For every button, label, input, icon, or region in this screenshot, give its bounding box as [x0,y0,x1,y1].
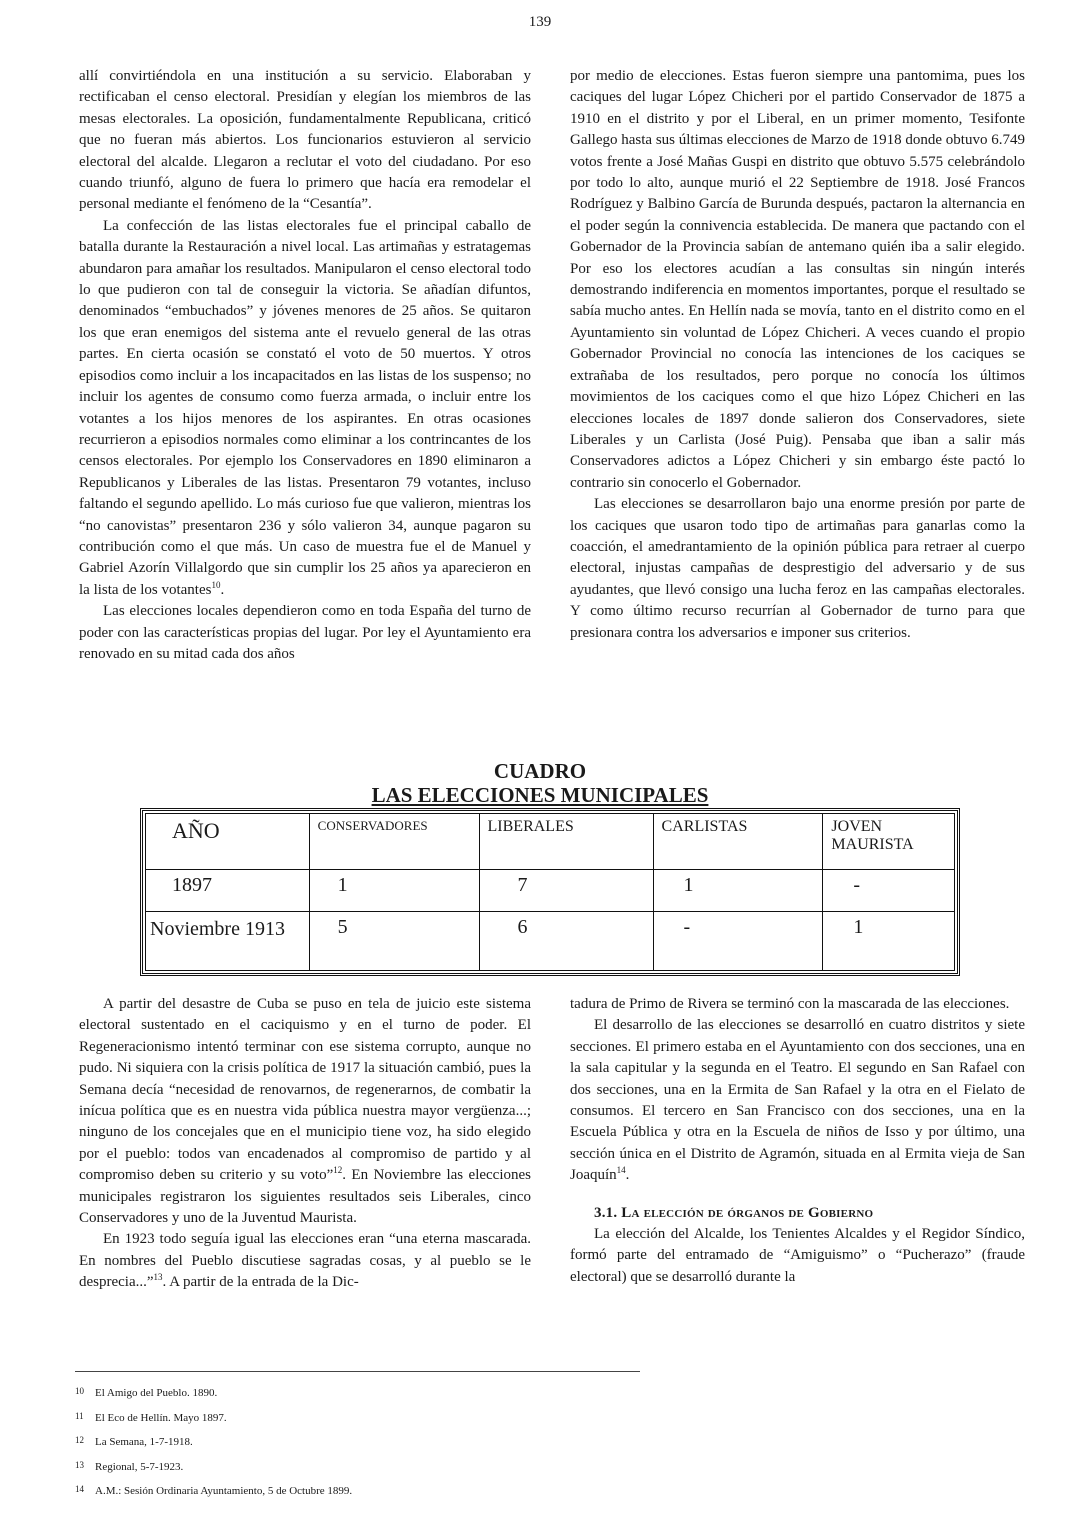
footnotes [75,1380,352,1503]
footnote-ref: 12 [333,1165,343,1176]
cell-joven-maurista: - [823,870,955,912]
footnote-ref: 13 [153,1272,163,1283]
text-column-bottom-left [79,994,531,1294]
footnote: 10 El Amigo del Pueblo. 1890. [75,1386,218,1399]
paragraph: Las elecciones se desarrollaron bajo una enorme presión por parte de los caciques que usaron todo tipo de artimañas para ganarlas como la coacción, el amedrantamiento de la opinión pública para retraer al cuerpo electoral, injustas campañas de desprestigio del adversario y de sus ayudantes, que llevó consigo una lucha feroz en las campañas electorales. Y como último recurso recurrían al Gobernador de turno para que presionara contra los adversarios e imponer sus criterios. [570,496,1025,641]
section-number: 3.1. [594,1204,618,1221]
table-subtitle: LAS ELECCIONES MUNICIPALES [371,783,709,807]
text-column-top-left [79,66,531,665]
cell-conservadores: 1 [309,870,479,912]
footnote-ref: 14 [616,1165,626,1176]
footnote: 12 La Semana, 1-7-1918. [75,1435,193,1448]
paragraph: por medio de elecciones. Estas fueron siempre una pantomima, pues los caciques del lugar López Chicheri por el partido Conservador de 1875 a 1910 en el distrito y por el Liberal, en un primer momento, Tesifonte Gallego hasta sus últimas elecciones de Marzo de 1918 donde obtuvo 6.749 votos frente a José Mañas Guspi en distrito que obtuvo 5.575 celebrándolo por todo lo alto, aunque murió el 22 Septiembre de 1918. José Francos Rodríguez y Balbino García de Burunda después, pactaron la alternancia en el poder según la connivencia establecida. De manera que pactando con el Gobernador de la Provincia sabían de antemano quién iba a salir elegido. Por eso los electores acudían a las consultas sin ningún interés demostrando indiferencia en momentos importantes, porque el resultado se sabía mucho antes. En Hellín nada se movía, tanto en el distrito como en el Ayuntamiento sin voluntad de López Chicheri. A veces cuando el propio Gobernador Provincial no conocía las intenciones de los caciques se extrañaba de los resultados, pero porque no conocía los últimos movimientos de los caciques como el que hizo López Chicheri en las elecciones locales de 1897 donde salieron dos Conservadores, siete Liberales y un Carlista (José Puig). Pensaba que iban a salir más Conservadores adictos a López Chicheri y sin embargo éste pactó lo contrario sin conocerlo el Gobernador. [570,68,1025,491]
section-heading [570,1203,1025,1224]
table-row [146,912,955,971]
table-title: CUADRO [493,759,587,783]
paragraph: A partir del desastre de Cuba se puso en tela de juicio este sistema electoral sustentado en el caciquismo y en el turno de poder. El Regeneracionismo intentó terminar con ese sistema corrupto, aunque no pudo. Ni siquiera con la crisis política de 1917 la situación cambió, pues la Semana decía “necesidad de renovarnos, de regenerarnos, de combatir la inícua política que es en nuestra vida pública nuestra mayor vergüenza...; ninguno de los concejales que en el municipio tiene voz, ha sido elegido por el pueblo: todos van encadenados al compromiso de partido y al compromiso deben su criterio y su voto”$^{12}$. En Noviembre las elecciones municipales registraron los siguientes resultados seis Liberales, cinco Conservadores y uno de la Juventud Maurista. [79,996,532,1227]
paragraph: En 1923 todo seguía igual las elecciones eran “una eterna mascarada. En nombres del Pueblo discutiese sagradas cosas, y al pueblo se le desprecia...”$^{13}$. A partir de la entrada de la Dic- [79,1231,531,1291]
paragraph: Las elecciones locales dependieron como en toda España del turno de poder con las características propias del lugar. Por ley el Ayuntamiento era renovado en su mitad cada dos años [79,603,531,662]
cell-year: 1897 [146,870,310,912]
header-joven-maurista: JOVEN MAURISTA [823,814,955,870]
footnote: 14 A.M.: Sesión Ordinaria Ayuntamiento, 5 de Octubre 1899. [75,1484,353,1497]
text-column-top-right [570,66,1025,644]
cell-carlistas: - [653,912,823,971]
table-header-row [146,814,955,870]
paragraph: tadura de Primo de Rivera se terminó con la mascarada de las elecciones. [570,996,1010,1012]
election-results-table [140,808,960,976]
header-liberales: LIBERALES [479,814,653,870]
footnote: 11 El Eco de Hellín. Mayo 1897. [75,1410,227,1424]
footnote: 13 Regional, 5-7-1923. [75,1459,184,1473]
cell-liberales: 6 [479,912,653,971]
footnote-ref: 10 [211,579,221,590]
table-row [146,870,955,912]
paragraph: allí convirtiéndola en una institución a su servicio. Elaboraban y rectificaban el censo electoral. Presidían y elegían los miembros de las mesas electorales. La oposición, fundamentalmente Republicana, criticó que no fueran más abiertos. Los funcionarios estuvieron al servicio electoral del alcalde. Llegaron a reclutar el voto del ciudadano. Por eso cuando triunfó, alguno de fuera lo primero que hacía era remodelar el personal mediante el fenómeno de la “Cesantía”. [79,68,531,213]
header-year: AÑO [146,814,310,870]
page-number: 139 [528,14,552,30]
paragraph: La confección de las listas electorales fue el principal caballo de batalla durante la Restauración a nivel local. Las artimañas y estratagemas abundaron para amañar los resultados. Manipularon el censo electoral todo lo que pudieron con tal de conseguir la victoria. Se añadían difuntos, denominados “embuchados” y jóvenes menores de 25 años. Se quitaron los que eran enemigos del sistema ante el revuelo general de las otras partes. En cierta ocasión se constató el voto de 50 muertos. Y otros episodios como incluir a los incapacitados en las listas de los suspenso; no incluir los agentes de consumo como fuerza armada, o incluir entre los votantes a los hijos menores de los aspirantes. En otras ocasiones recurrieron a episodios normales como eliminar a los contrincantes de los censos electorales. Por ejemplo los Conservadores en 1890 eliminaron a Republicanos y Liberales de las listas. Presentaron 79 votantes, incluso faltando el segundo apellido. Lo más curioso fue que valieron, mientras los “no canovistas” presentaron 236 y sólo valieron 34, aunque pagaron su contribución como el que más. Un caso de muestra fue el de Manuel y Gabriel Azorín Villalgordo que sin cumplir los 25 años ya aparecieron en la lista de los votantes$^{10}$. [79,217,531,598]
footnote-divider [75,1371,640,1372]
paragraph: La elección del Alcalde, los Tenientes Alcaldes y el Regidor Síndico, formó parte del entramado de “Amiguismo” o “Pucherazo” (fraude electoral) que se desarrolló durante la [570,1226,1025,1285]
header-conservadores: CONSERVADORES [309,814,479,870]
paragraph: El desarrollo de las elecciones se desarrolló en cuatro distritos y siete secciones. El primero estaba en el Ayuntamiento con dos secciones, una en la sala capitular y la segunda en el Teatro. El segundo en San Rafael con dos secciones, una en la Ermita de San Rafael y la otra en el Fielato de consumos. El tercero en San Francisco con dos secciones, una en la Escuela Pública y otra en la Escuela de niños de Isso y por último, una sección única en el Distrito de Agramón, situada en al Ermita vieja de San Joaquín$^{14}$. [570,1017,1025,1184]
cell-carlistas: 1 [653,870,823,912]
cell-liberales: 7 [479,870,653,912]
cell-conservadores: 5 [309,912,479,971]
section-title: La elección de órganos de Gobierno [621,1204,874,1221]
cell-year: Noviembre 1913 [146,912,310,971]
header-carlistas: CARLISTAS [653,814,823,870]
cell-joven-maurista: 1 [823,912,955,971]
text-column-bottom-right [570,994,1025,1288]
